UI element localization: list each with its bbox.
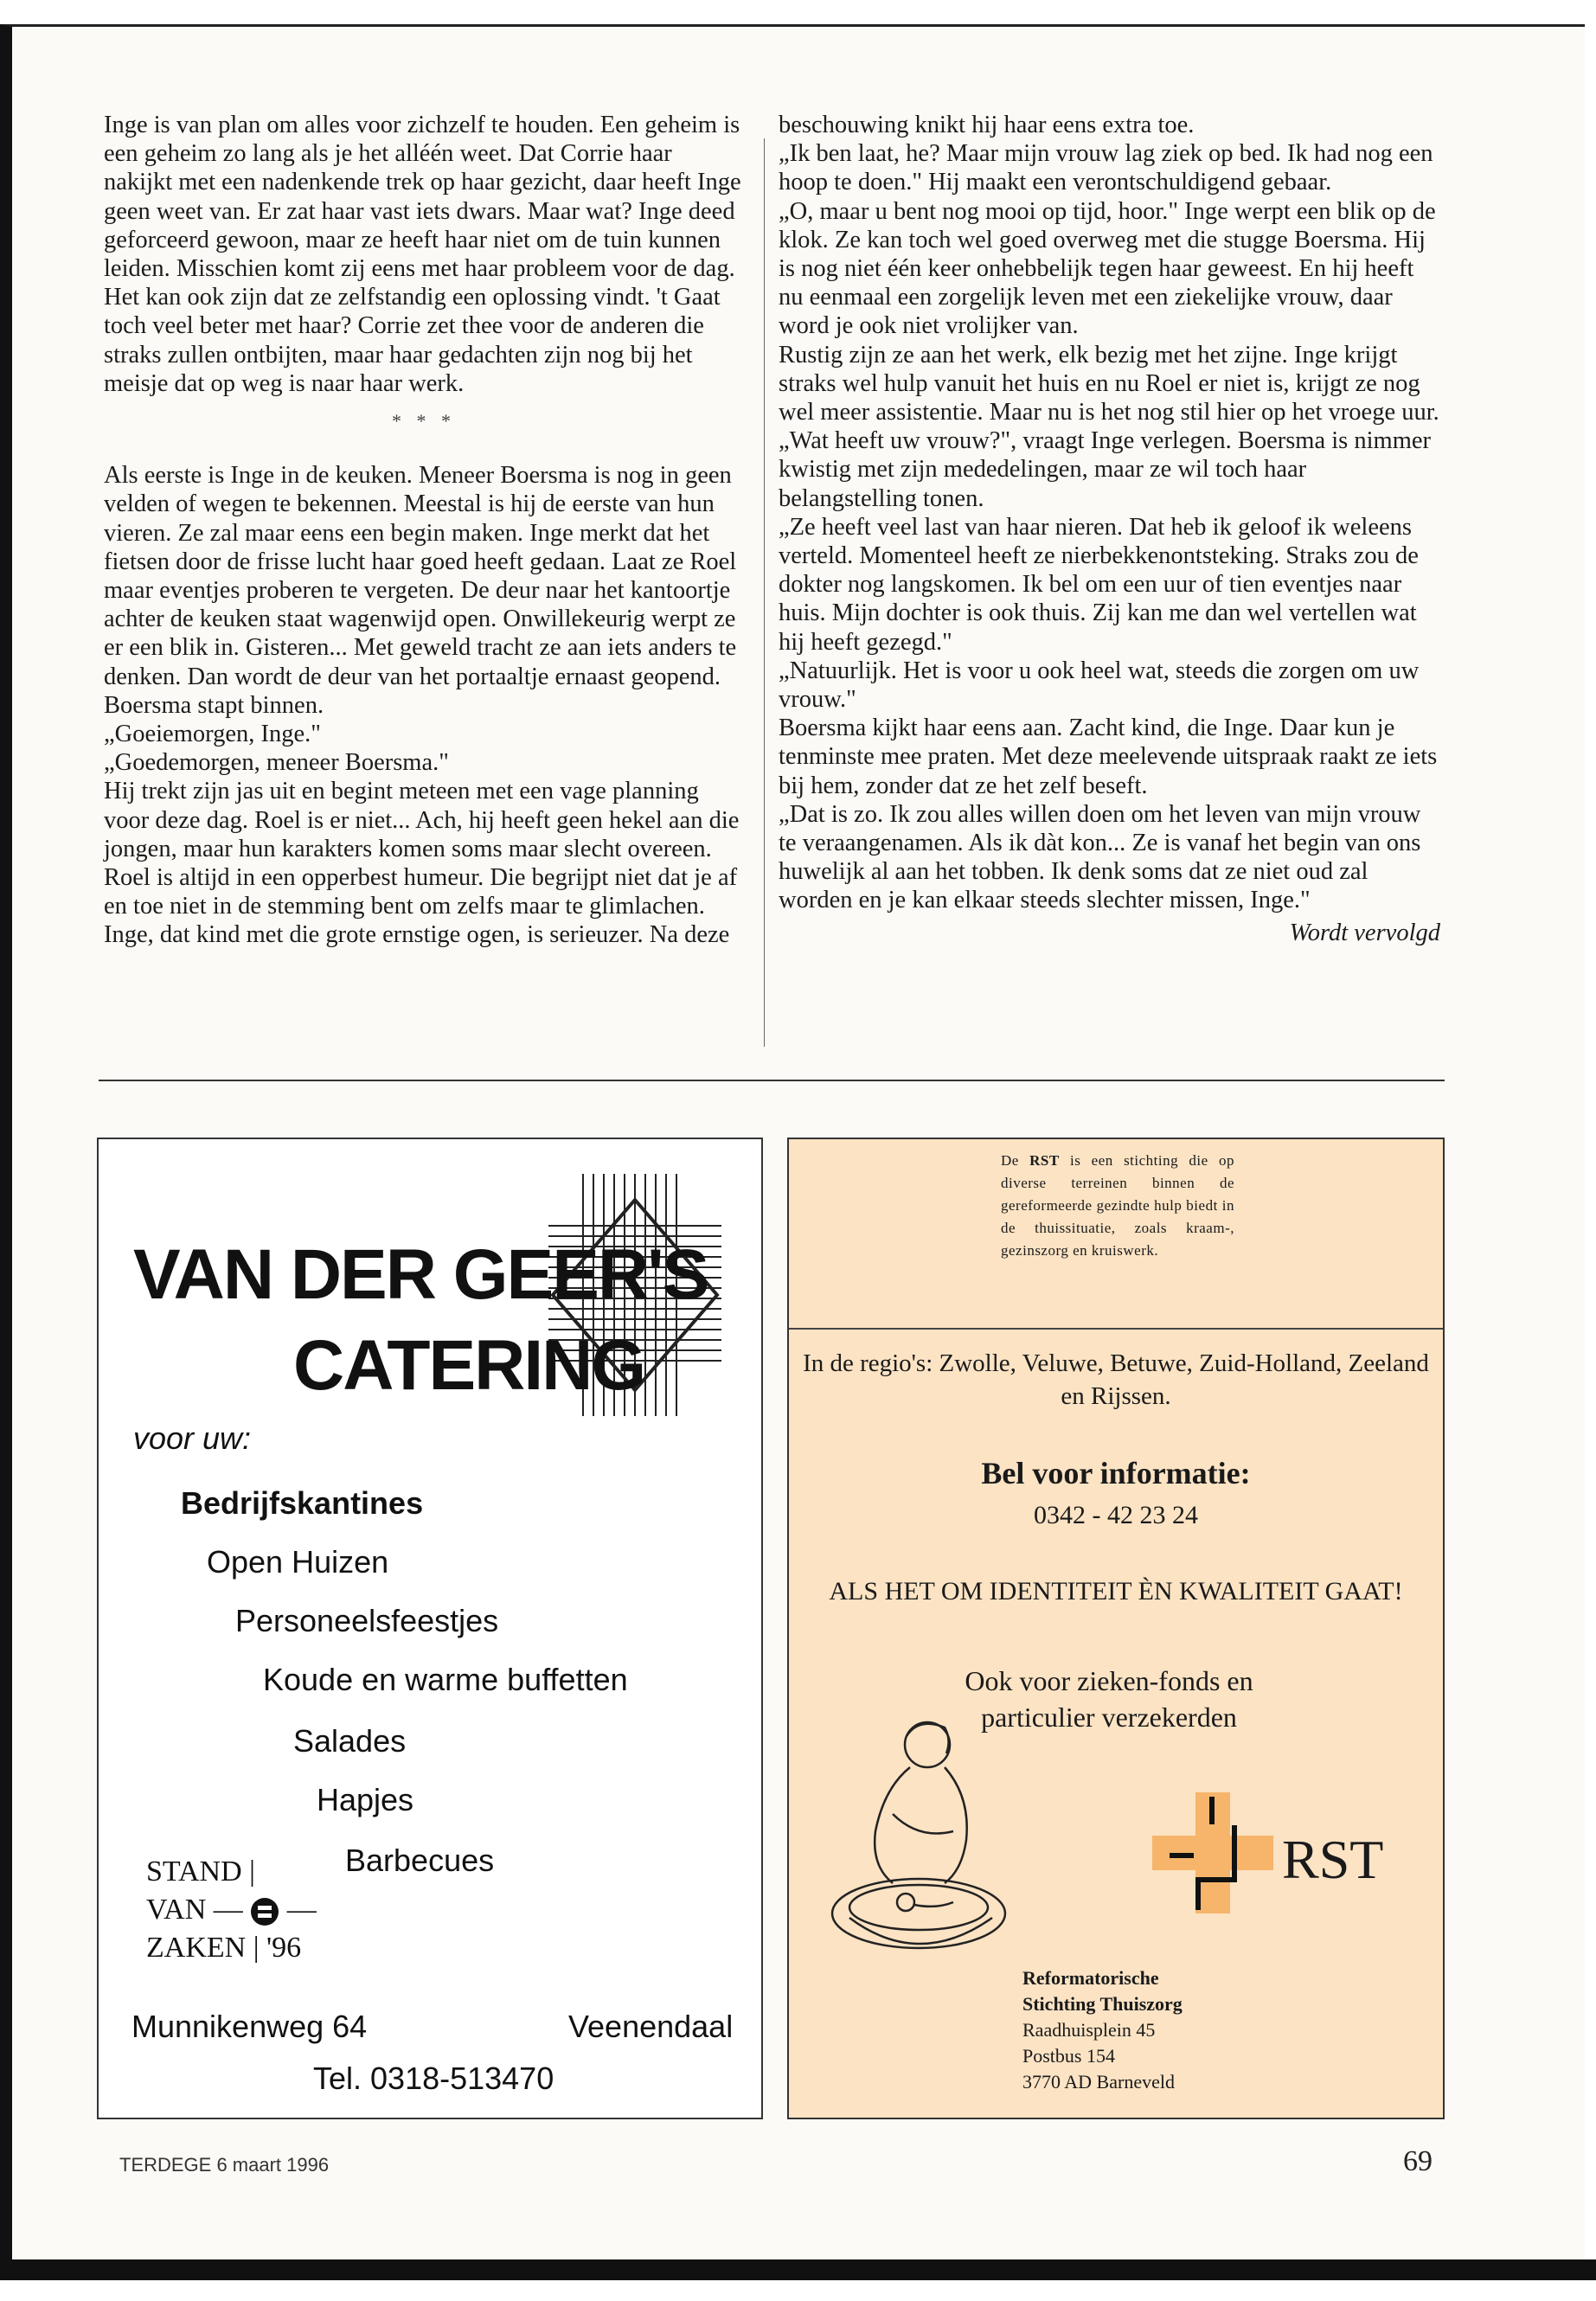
rst-org-postbus: Postbus 154 — [1022, 2045, 1115, 2067]
rst-organisation — [1022, 1965, 1183, 2095]
column-divider — [764, 138, 765, 1047]
article-paragraph: Rustig zijn ze aan het werk, elk bezig met het zijne. Inge krijgt straks wel hulp vanuit het huis en nu Roel er niet is, krijgt ze nog wel meer assistentie. Maar nu is het nog stil hier op het vroege uur. — [779, 341, 1439, 426]
service-item: Barbecues — [345, 1843, 495, 1878]
catering-advertisement — [97, 1138, 763, 2119]
article-paragraph: Boersma kijkt haar eens aan. Zacht kind, die Inge. Daar kun je tenminste mee praten. Met deze meelevende uitspraak raakt ze iets bij hem, zonder dat ze het zelf beseft. — [779, 715, 1438, 799]
rst-intro-bold: RST — [1029, 1152, 1060, 1169]
article-paragraph: Hij trekt zijn jas uit en begint meteen met een vage planning voor deze dag. Roel is er niet... Ach, hij heeft geen hekel aan die jongen, maar hun karakters komen soms maar slecht overeen. Roel is altijd in een opperbest humeur. Die begrijpt niet dat je af en toe niet in de stemming bent om zelfs maar te glimlachen. Inge, dat kind met die grote ernstige ogen, is serieuzer. Na deze — [104, 778, 740, 949]
catering-title-line1: VAN DER GEER'S — [133, 1235, 708, 1314]
rst-info-heading: Bel voor informatie: — [981, 1456, 1251, 1490]
van-text: VAN — [146, 1894, 207, 1926]
rst-logo-text: RST — [1282, 1829, 1384, 1890]
article-paragraph: „Wat heeft uw vrouw?", vraagt Inge verlegen. Boersma is nimmer kwistig met zijn mededelingen, maar ze wil toch haar belangstelling tonen. — [779, 427, 1432, 512]
zaken-text: ZAKEN — [146, 1932, 247, 1964]
catering-city: Veenendaal — [568, 2009, 734, 2044]
horizontal-rule — [99, 1080, 1445, 1081]
rst-org-name-line1: Reformatorische — [1022, 1967, 1159, 1989]
rst-phone: 0342 - 42 23 24 — [1034, 1501, 1198, 1529]
stand-text: STAND — [146, 1856, 242, 1888]
rst-org-postcode: 3770 AD Barneveld — [1022, 2071, 1175, 2093]
rst-intro-rest: is een stichting die op diverse terreinen binnen de gereformeerde gezindte hulp biedt in de thuissituatie, zoals kraam-, gezinszorg en kruiswerk. — [1001, 1152, 1235, 1259]
rst-insurance-note: Ook voor zieken-fonds en particulier verzekerden — [965, 1665, 1253, 1733]
nurse-bathing-baby-illustration — [824, 1710, 1022, 1970]
stand-van-zaken-logo: STAND | VAN — — ZAKEN | '96 — [146, 1856, 317, 1964]
page-number: 69 — [1403, 2145, 1433, 2177]
rst-divider — [789, 1328, 1443, 1330]
article-paragraph: beschouwing knikt hij haar eens extra toe. — [779, 112, 1195, 138]
rst-intro-prefix: De — [1001, 1152, 1019, 1169]
article-paragraph: Inge is van plan om alles voor zichzelf te houden. Een geheim is een geheim zo lang als je het alléén weet. Dat Corrie haar nakijkt met een nadenkende trek op haar gezicht, daar heeft Inge geen weet van. Er zat haar vast iets dwars. Maar wat? Inge deed geforceerd gewoon, maar ze heeft haar niet om de tuin kunnen leiden. Misschien komt zij eens met haar probleem voor de dag. Het kan ook zijn dat ze zelfstandig een oplossing vindt. 't Gaat toch veel beter met haar? Corrie zet thee voor de anderen die straks zullen ontbijten, maar haar gedachten zijn nog bij het meisje dat op weg is naar haar werk. — [104, 112, 741, 397]
service-item: Bedrijfskantines — [181, 1485, 424, 1521]
article-paragraph: „Goeiemorgen, Inge." — [104, 721, 321, 748]
article-paragraph: „O, maar u bent nog mooi op tijd, hoor." Inge werpt een blik op de klok. Ze kan toch wel goed overweg met die stugge Boersma. Hij is nog niet één keer onhebbelijk tegen haar geweest. En hij heeft nu eenmaal een zorgelijk leven met een ziekelijke vrouw, daar word je ook niet vrolijker van. — [779, 197, 1436, 340]
article-paragraph: „Ik ben laat, he? Maar mijn vrouw lag ziek op bed. Ik had nog een hoop te doen." Hij maakt een verontschuldigend gebaar. — [779, 140, 1433, 196]
year-text: '96 — [266, 1932, 302, 1964]
catering-title-line2: CATERING — [293, 1326, 645, 1405]
rst-advertisement — [787, 1138, 1445, 2119]
publication-footer: TERDEGE 6 maart 1996 — [119, 2154, 330, 2176]
scan-border — [0, 2259, 1596, 2280]
service-item: Hapjes — [317, 1782, 414, 1817]
service-item: Open Huizen — [207, 1544, 389, 1580]
article-paragraph: Als eerste is Inge in de keuken. Meneer Boersma is nog in geen velden of wegen te bekennen. Meestal is hij de eerste van hun vieren. Ze zal maar eens een begin maken. Inge merkt dat het fietsen door de frisse lucht haar goed heeft gedaan. Laat ze Roel maar eventjes proberen te vergeten. De deur naar het kantoortje achter de keuken staat wagenwijd open. Onwillekeurig werpt ze er een blik in. Gisteren... Met geweld tracht ze aan iets anders te denken. Dan wordt de deur van het portaaltje ernaast geopend. Boersma stapt binnen. — [104, 462, 737, 719]
rst-org-address: Raadhuisplein 45 — [1022, 2019, 1156, 2041]
article-paragraph: „Dat is zo. Ik zou alles willen doen om het leven van mijn vrouw te veraangenamen. Als ik dàt kon... Ze is vanaf het begin van ons huwelijk al aan het tobben. Ik denk soms dat ze niet oud zal worden en je kan elkaar steeds slechter missen, Inge." — [779, 800, 1421, 914]
article-paragraph: „Natuurlijk. Het is voor u ook heel wat, steeds die zorgen om uw vrouw." — [779, 657, 1420, 714]
rst-org-name-line2: Stichting Thuiszorg — [1022, 1993, 1183, 2015]
service-item: Personeelsfeestjes — [235, 1603, 499, 1638]
article-paragraph: „Goedemorgen, meneer Boersma." — [104, 749, 449, 777]
article-column-right — [779, 111, 1440, 947]
section-separator: * * * — [392, 410, 456, 433]
service-item: Salades — [293, 1723, 407, 1759]
rst-regions: In de regio's: Zwolle, Veluwe, Betuwe, Zuid-Holland, Zeeland en Rijssen. — [803, 1349, 1429, 1410]
stand-logo-icon — [250, 1897, 279, 1926]
article-column-left — [104, 111, 744, 950]
rst-slogan: ALS HET OM IDENTITEIT ÈN KWALITEIT GAAT! — [829, 1577, 1403, 1606]
catering-address: Munnikenweg 64 — [131, 2009, 368, 2044]
catering-phone: Tel. 0318-513470 — [313, 2061, 554, 2096]
rst-intro — [1001, 1150, 1234, 1262]
continued-note: Wordt vervolgd — [1289, 919, 1440, 946]
voor-uw-label: voor uw: — [133, 1420, 252, 1456]
article-paragraph: „Ze heeft veel last van haar nieren. Dat heb ik geloof ik weleens verteld. Momenteel heeft ze nierbekkenontsteking. Straks zou de dokter nog langskomen. Ik bel om een uur of tien eventjes naar huis. Mijn dochter is ook thuis. Zij kan me dan wel vertellen wat hij heeft gezegd." — [779, 513, 1419, 656]
service-item: Koude en warme buffetten — [263, 1662, 628, 1697]
rst-cross-logo-icon — [1152, 1792, 1273, 1913]
